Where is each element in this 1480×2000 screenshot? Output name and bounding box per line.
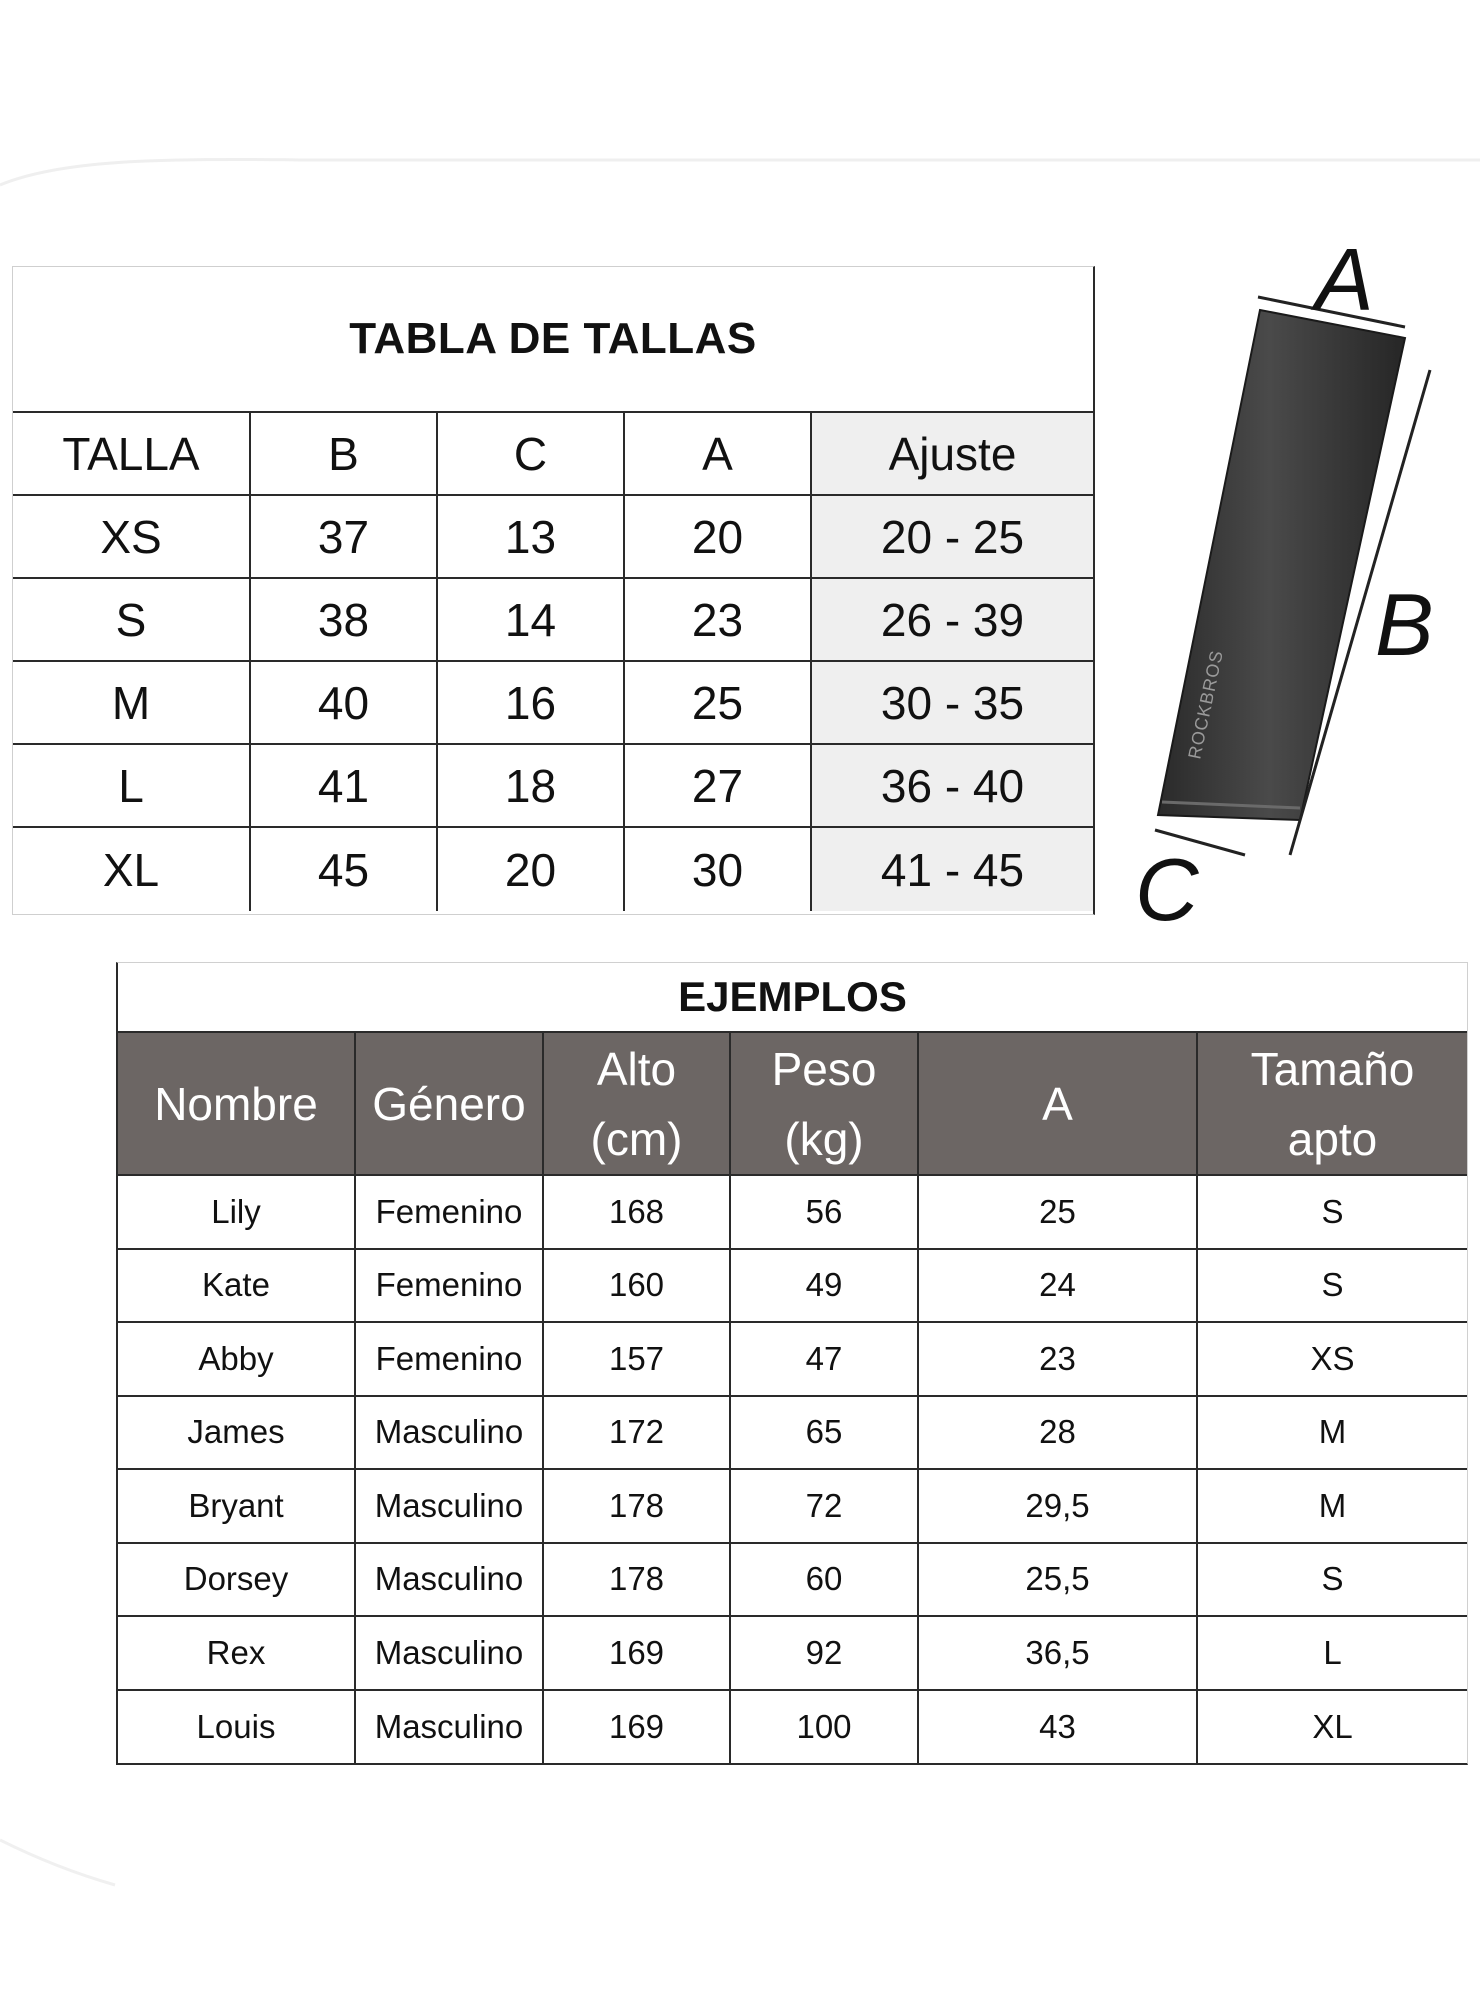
- size-cell: S: [13, 579, 251, 662]
- examples-cell: S: [1198, 1176, 1467, 1250]
- examples-header-nombre: [118, 1033, 356, 1176]
- header-line: A: [1042, 1077, 1073, 1130]
- examples-cell: 24: [919, 1250, 1198, 1324]
- size-cell: 37: [251, 496, 438, 579]
- examples-cell: 60: [731, 1544, 919, 1618]
- examples-cell: 47: [731, 1323, 919, 1397]
- examples-cell: XS: [1198, 1323, 1467, 1397]
- header-line: [591, 1034, 683, 1174]
- examples-cell: Femenino: [356, 1323, 544, 1397]
- header-line2: (cm): [590, 1112, 683, 1165]
- header-line2: apto: [1287, 1112, 1378, 1165]
- examples-cell: Bryant: [118, 1470, 356, 1544]
- label-a: A: [1315, 230, 1374, 329]
- examples-cell: James: [118, 1397, 356, 1471]
- examples-cell: 49: [731, 1250, 919, 1324]
- header-line: [1251, 1034, 1415, 1174]
- examples-cell: Dorsey: [118, 1544, 356, 1618]
- size-cell: 27: [625, 745, 812, 828]
- examples-cell: Louis: [118, 1691, 356, 1765]
- examples-cell: 43: [919, 1691, 1198, 1765]
- examples-header-genero: [356, 1033, 544, 1176]
- examples-cell: 160: [544, 1250, 731, 1324]
- examples-cell: S: [1198, 1544, 1467, 1618]
- size-cell-ajuste: 20 - 25: [812, 496, 1093, 579]
- size-cell: 16: [438, 662, 625, 745]
- size-header-talla: TALLA: [13, 413, 251, 496]
- size-cell: 25: [625, 662, 812, 745]
- label-c: C: [1135, 840, 1199, 939]
- size-cell: 20: [625, 496, 812, 579]
- examples-cell: Masculino: [356, 1691, 544, 1765]
- examples-cell: Femenino: [356, 1176, 544, 1250]
- examples-cell: 36,5: [919, 1617, 1198, 1691]
- arm-sleeve-diagram: [1120, 230, 1480, 950]
- size-cell: 23: [625, 579, 812, 662]
- examples-title: EJEMPLOS: [118, 963, 1467, 1033]
- examples-cell: M: [1198, 1470, 1467, 1544]
- examples-cell: Kate: [118, 1250, 356, 1324]
- size-cell: M: [13, 662, 251, 745]
- examples-table: [116, 962, 1468, 1765]
- examples-cell: 169: [544, 1617, 731, 1691]
- size-header-b: B: [251, 413, 438, 496]
- size-cell-ajuste: 26 - 39: [812, 579, 1093, 662]
- examples-cell: 23: [919, 1323, 1198, 1397]
- header-line1: Alto: [596, 1042, 677, 1095]
- header-line1: Tamaño: [1250, 1042, 1415, 1095]
- size-cell: L: [13, 745, 251, 828]
- size-cell-ajuste: 30 - 35: [812, 662, 1093, 745]
- examples-header-peso: [731, 1033, 919, 1176]
- examples-cell: 25: [919, 1176, 1198, 1250]
- size-cell: XS: [13, 496, 251, 579]
- examples-header-a: [919, 1033, 1198, 1176]
- header-line1: Peso: [771, 1042, 877, 1095]
- header-line: Género: [372, 1077, 526, 1130]
- size-header-ajuste: Ajuste: [812, 413, 1093, 496]
- size-cell-ajuste: 36 - 40: [812, 745, 1093, 828]
- examples-cell: XL: [1312, 1708, 1353, 1746]
- examples-cell: 72: [731, 1470, 919, 1544]
- examples-cell: L: [1198, 1617, 1467, 1691]
- label-b: B: [1375, 575, 1434, 674]
- size-cell: 38: [251, 579, 438, 662]
- examples-cell: 178: [544, 1544, 731, 1618]
- size-cell: 20: [438, 828, 625, 911]
- examples-cell: S: [1198, 1250, 1467, 1324]
- examples-cell: 169: [544, 1691, 731, 1765]
- size-cell: XL: [13, 828, 251, 911]
- examples-cell: 100: [731, 1691, 919, 1765]
- examples-cell: 172: [544, 1397, 731, 1471]
- sleeve-brand: ROCKBROS: [1184, 648, 1227, 761]
- examples-cell: 28: [919, 1397, 1198, 1471]
- size-header-a: A: [625, 413, 812, 496]
- size-table-grid: [13, 413, 1093, 911]
- examples-cell: 25,5: [919, 1544, 1198, 1618]
- examples-cell: Masculino: [356, 1617, 544, 1691]
- size-cell: 18: [438, 745, 625, 828]
- size-table: [12, 266, 1095, 915]
- size-cell: 30: [625, 828, 812, 911]
- header-line: Nombre: [154, 1077, 318, 1130]
- size-cell: 14: [438, 579, 625, 662]
- examples-grid: [118, 1033, 1467, 1764]
- header-line2: (kg): [784, 1112, 864, 1165]
- examples-cell: Masculino: [356, 1544, 544, 1618]
- examples-cell: 157: [544, 1323, 731, 1397]
- examples-cell: Femenino: [356, 1250, 544, 1324]
- size-table-title: TABLA DE TALLAS: [13, 267, 1093, 413]
- examples-header-tamano: [1198, 1033, 1467, 1176]
- examples-cell: 29,5: [919, 1470, 1198, 1544]
- examples-cell: M: [1198, 1397, 1467, 1471]
- examples-cell: 65: [731, 1397, 919, 1471]
- size-cell: 45: [251, 828, 438, 911]
- header-line: [772, 1034, 877, 1174]
- examples-cell: 92: [731, 1617, 919, 1691]
- examples-cell: 168: [544, 1176, 731, 1250]
- examples-cell: Abby: [118, 1323, 356, 1397]
- size-cell: 41: [251, 745, 438, 828]
- size-cell: 13: [438, 496, 625, 579]
- examples-cell: Masculino: [356, 1470, 544, 1544]
- examples-cell: Lily: [118, 1176, 356, 1250]
- examples-header-alto: [544, 1033, 731, 1176]
- examples-cell: 56: [731, 1176, 919, 1250]
- examples-cell: Rex: [118, 1617, 356, 1691]
- size-header-c: C: [438, 413, 625, 496]
- size-cell-ajuste: 41 - 45: [812, 828, 1093, 911]
- examples-cell: 178: [544, 1470, 731, 1544]
- size-cell: 40: [251, 662, 438, 745]
- examples-cell: Masculino: [356, 1397, 544, 1471]
